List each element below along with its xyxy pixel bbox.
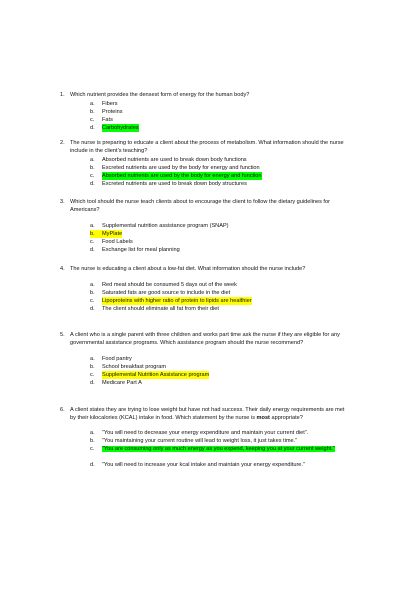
answer-option xyxy=(90,100,350,108)
option-text: Food pantry xyxy=(102,356,132,362)
option-text: Food Labels xyxy=(102,239,133,245)
question-number: 4. xyxy=(60,266,65,272)
option-letter: d. xyxy=(90,125,95,131)
option-letter: b. xyxy=(90,230,102,238)
option-letter: d. xyxy=(90,380,95,386)
answer-option xyxy=(90,164,350,172)
option-text: “You will need to increase your kcal intake and maintain your energy expenditure.” xyxy=(102,462,305,468)
question-number: 3. xyxy=(60,199,65,205)
highlighted-option-text xyxy=(102,445,357,461)
option-letter: a. xyxy=(90,430,95,436)
option-text: Supplemental nutrition assistance program (SNAP) xyxy=(102,223,229,229)
question-text-part: appropriate? xyxy=(269,415,303,421)
answer-options xyxy=(90,222,350,254)
answer-option xyxy=(90,238,350,246)
option-letter: b. xyxy=(90,290,95,296)
answer-option xyxy=(90,429,357,437)
question-number: 1. xyxy=(60,92,65,98)
question-text-part: A client states they are trying to lose weight but have not had success. Their daily energy requirements are met by their kilocalories (KCAL) intake in food. Which statement by the nurse is xyxy=(70,407,345,421)
option-letter: b. xyxy=(90,165,95,171)
question-1 xyxy=(60,91,350,132)
answer-option xyxy=(90,379,350,387)
highlighted-option-text: MyPlate xyxy=(102,231,123,237)
question-text: Which tool should the nurse teach clients about to encourage the client to follow the dietary guidelines for Americans? xyxy=(70,199,330,213)
answer-option xyxy=(90,116,350,124)
option-letter: a. xyxy=(90,223,95,229)
answer-options xyxy=(90,100,350,132)
option-text: The client should eliminate all fat from their diet xyxy=(102,306,219,312)
answer-option xyxy=(90,108,350,116)
option-text: School breakfast program xyxy=(102,364,167,370)
answer-option xyxy=(90,289,350,297)
answer-option xyxy=(90,355,350,363)
option-letter: a. xyxy=(90,356,95,362)
option-letter: d. xyxy=(90,247,95,253)
option-letter: b. xyxy=(90,109,95,115)
option-letter: c. xyxy=(90,446,95,452)
highlighted-option-text: Supplemental Nutrition Assistance program xyxy=(102,372,210,378)
option-text: Red meat should be consumed 5 days out of the week xyxy=(102,282,237,288)
question-number: 6. xyxy=(60,407,65,413)
option-letter: b. xyxy=(90,364,95,370)
answer-option xyxy=(90,222,350,230)
option-text: Saturated fats are good source to include in the diet xyxy=(102,290,231,296)
question-4 xyxy=(60,265,350,313)
answer-option xyxy=(90,461,357,469)
highlighted-option-text: Absorbed nutrients are used by the body for energy and function xyxy=(102,173,262,179)
option-letter: d. xyxy=(90,181,95,187)
answer-options xyxy=(90,355,350,387)
option-text: Absorbed nutrients are used to break down body functions xyxy=(102,157,247,163)
answer-option xyxy=(90,246,350,254)
question-text xyxy=(70,406,350,422)
answer-options xyxy=(90,281,350,313)
question-2 xyxy=(60,139,350,188)
question-number: 5. xyxy=(60,332,65,338)
option-letter: c. xyxy=(90,372,95,378)
answer-option-highlighted xyxy=(90,172,350,180)
answer-options xyxy=(90,429,357,469)
option-letter: d. xyxy=(90,462,95,468)
answer-option-highlighted xyxy=(90,124,350,132)
option-text: “You will need to decrease your energy expenditure and maintain your current diet”. xyxy=(102,430,309,436)
option-letter: c. xyxy=(90,239,95,245)
highlighted-option-text: Lipoproteins with higher ratio of protein to lipids are healthier xyxy=(102,298,252,304)
option-letter: c. xyxy=(90,117,95,123)
question-text: The nurse is preparing to educate a client about the process of metabolism. What information should the nurse include in the client’s teaching? xyxy=(70,140,344,154)
answer-option xyxy=(90,305,350,313)
question-5 xyxy=(60,331,350,387)
option-letter: b. xyxy=(90,438,95,444)
question-3 xyxy=(60,198,350,254)
answer-option xyxy=(90,156,350,164)
option-letter: c. xyxy=(90,173,95,179)
question-text-emphasis: most xyxy=(256,415,270,421)
answer-option-highlighted xyxy=(90,445,357,461)
option-letter: a. xyxy=(90,101,95,107)
option-text: Proteins xyxy=(102,109,123,115)
answer-option-highlighted xyxy=(90,230,350,238)
answer-option xyxy=(90,281,350,289)
option-text: Medicare Part A xyxy=(102,380,142,386)
option-letter: a. xyxy=(90,282,95,288)
option-letter: d. xyxy=(90,306,95,312)
option-text: Fibers xyxy=(102,101,118,107)
answer-option xyxy=(90,437,357,445)
highlight-mark: “You are consuming only as much energy as you expend, keeping you at your current weight.” xyxy=(102,446,335,452)
answer-option-highlighted xyxy=(90,297,350,305)
option-text: “You maintaining your current routine will lead to weight loss, it just takes time.” xyxy=(102,438,298,444)
answer-options xyxy=(90,156,350,188)
option-letter: c. xyxy=(90,298,95,304)
question-number: 2. xyxy=(60,140,65,146)
option-text: Exchange list for meal planning xyxy=(102,247,180,253)
answer-option xyxy=(90,363,350,371)
option-letter: a. xyxy=(90,157,95,163)
answer-option-highlighted xyxy=(90,371,350,379)
highlighted-option-text: Carbohydrates xyxy=(102,125,139,131)
question-text: A client who is a single parent with three children and works part time ask the nurse if they are eligible for any governmental assistance programs. Which assistance program should the nurse recommend? xyxy=(70,332,340,346)
option-text: Excreted nutrients are used to break down body structures xyxy=(102,181,247,187)
question-6 xyxy=(60,406,357,469)
option-text: Fats xyxy=(102,117,113,123)
answer-option xyxy=(90,180,350,188)
question-text: The nurse is educating a client about a low-fat diet. What information should the nurse include? xyxy=(70,266,306,272)
question-text: Which nutrient provides the densest form of energy for the human body? xyxy=(70,92,250,98)
option-text: Excreted nutrients are used by the body for energy and function xyxy=(102,165,260,171)
